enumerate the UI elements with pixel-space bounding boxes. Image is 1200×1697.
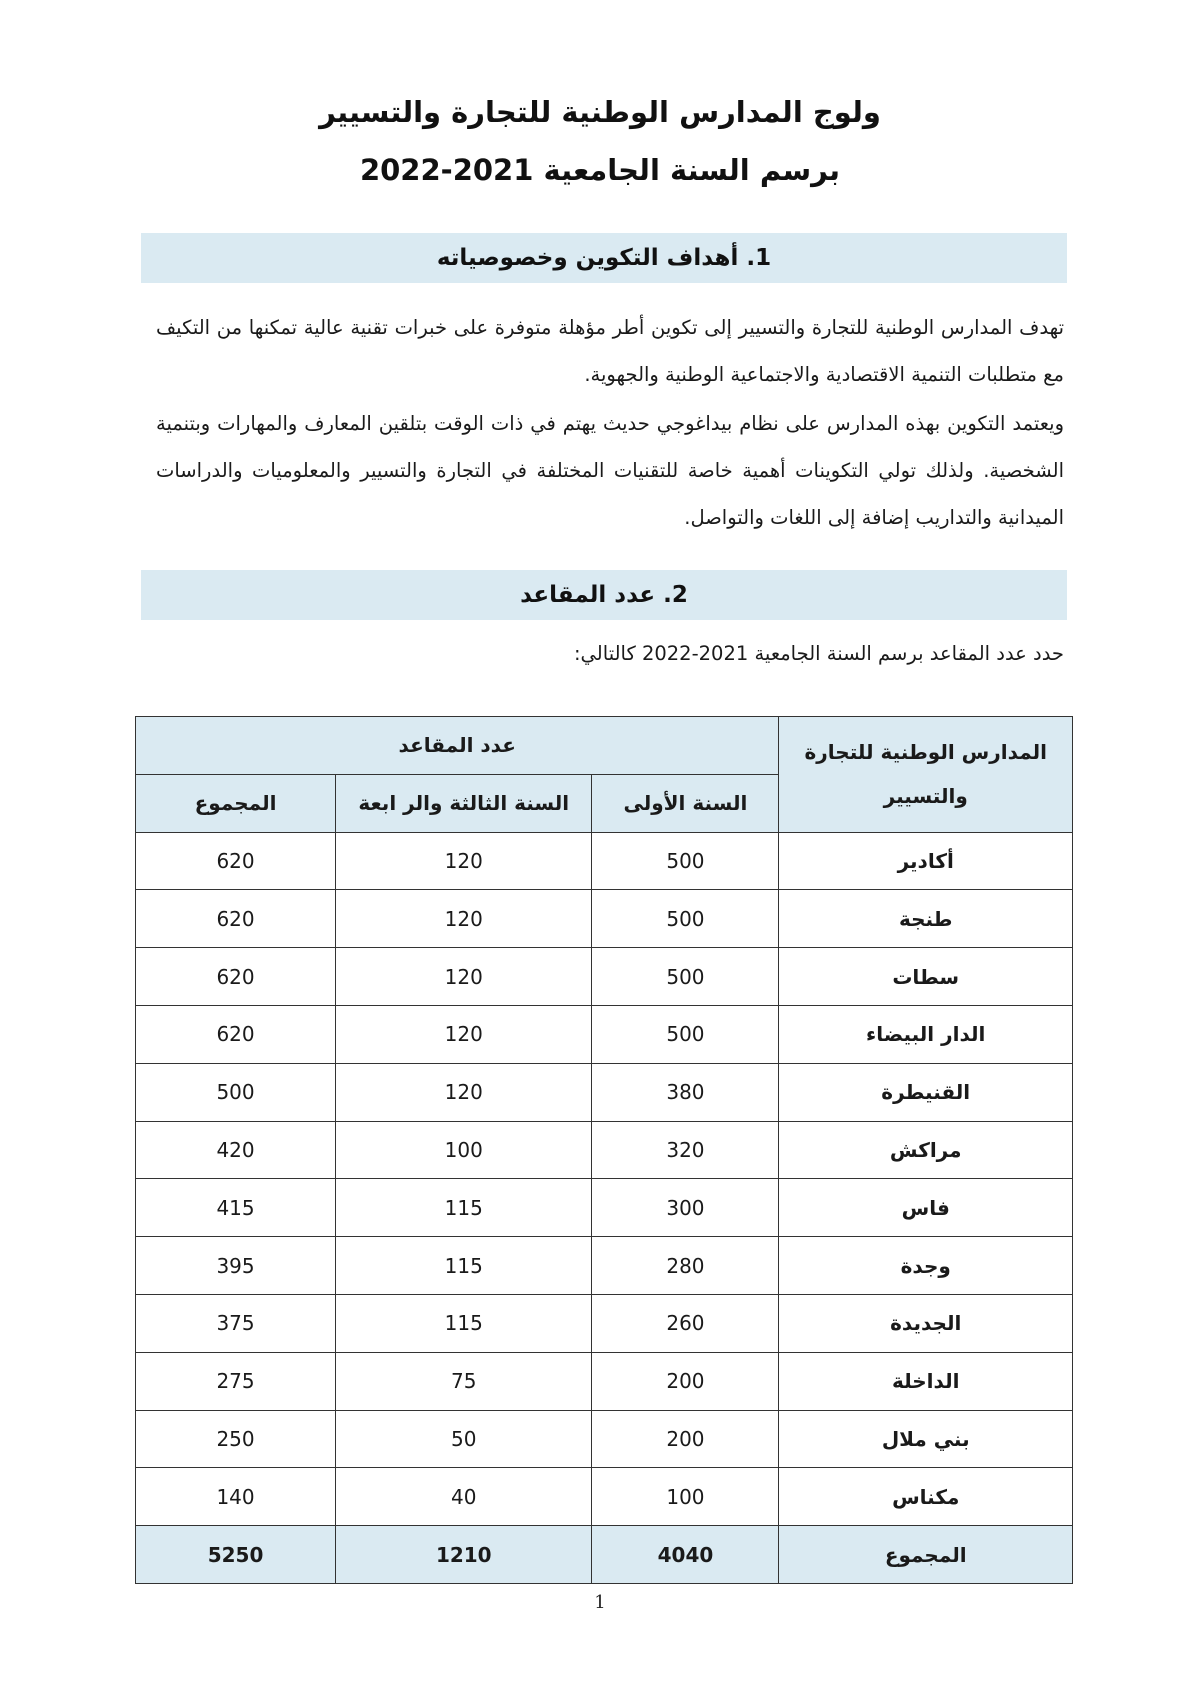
total-cell: 620 (136, 1005, 336, 1063)
first-year-cell: 500 (592, 890, 779, 948)
school-name-cell: بني ملال (779, 1410, 1073, 1468)
first-year-cell: 280 (592, 1237, 779, 1295)
third-fourth-year-cell: 120 (336, 1005, 592, 1063)
objectives-paragraph-1: تهدف المدارس الوطنية للتجارة والتسيير إلى تكوين أطر مؤهلة متوفرة على خبرات تقنية عالية تمكنها من التكيف مع متطلبات التنمية الاقتصادية والاجتماعية الوطنية والجهوية. (156, 316, 1064, 386)
table-row (136, 1237, 1073, 1295)
school-name-cell: طنجة (779, 890, 1073, 948)
total-cell: 620 (136, 832, 336, 890)
grand-total-cell: 5250 (136, 1526, 336, 1584)
school-name-cell: سطات (779, 948, 1073, 1006)
school-name-cell: الداخلة (779, 1352, 1073, 1410)
table-row (136, 1179, 1073, 1237)
school-column-header: المدارس الوطنية للتجارة والتسيير (779, 717, 1073, 833)
third-fourth-year-cell: 120 (336, 890, 592, 948)
third-fourth-year-cell: 115 (336, 1237, 592, 1295)
table-row (136, 1294, 1073, 1352)
table-row (136, 1352, 1073, 1410)
third-fourth-year-cell: 40 (336, 1468, 592, 1526)
table-total-row (136, 1526, 1073, 1584)
school-name-cell: وجدة (779, 1237, 1073, 1295)
third-fourth-year-cell: 75 (336, 1352, 592, 1410)
total-cell: 620 (136, 948, 336, 1006)
third-fourth-year-cell: 120 (336, 1063, 592, 1121)
first-year-cell: 320 (592, 1121, 779, 1179)
school-name-cell: الدار البيضاء (779, 1005, 1073, 1063)
first-year-cell: 500 (592, 832, 779, 890)
table-row (136, 1121, 1073, 1179)
first-year-cell: 380 (592, 1063, 779, 1121)
total-third-fourth-year-cell: 1210 (336, 1526, 592, 1584)
first-year-cell: 260 (592, 1294, 779, 1352)
first-year-cell: 200 (592, 1352, 779, 1410)
total-cell: 415 (136, 1179, 336, 1237)
first-year-cell: 300 (592, 1179, 779, 1237)
first-year-cell: 500 (592, 948, 779, 1006)
total-cell: 420 (136, 1121, 336, 1179)
seats-intro-text: حدد عدد المقاعد برسم السنة الجامعية 2021-2022 كالتالي: (573, 642, 1064, 665)
third-fourth-year-cell: 115 (336, 1294, 592, 1352)
table-row (136, 948, 1073, 1006)
total-first-year-cell: 4040 (592, 1526, 779, 1584)
table-row (136, 1005, 1073, 1063)
first-year-cell: 200 (592, 1410, 779, 1468)
third-fourth-year-cell: 120 (336, 832, 592, 890)
third-fourth-year-header: السنة الثالثة والر ابعة (336, 774, 592, 832)
table-row (136, 1468, 1073, 1526)
section-heading-objectives: 1. أهداف التكوين وخصوصياته (141, 233, 1067, 283)
total-cell: 620 (136, 890, 336, 948)
section-heading-seats: 2. عدد المقاعد (141, 570, 1067, 620)
first-year-cell: 100 (592, 1468, 779, 1526)
seats-group-header: عدد المقاعد (136, 717, 779, 775)
school-name-cell: فاس (779, 1179, 1073, 1237)
objectives-paragraph-2: ويعتمد التكوين بهذه المدارس على نظام بيداغوجي حديث يهتم في ذات الوقت بتلقين المعارف والمهارات وبتنمية الشخصية. ولذلك تولي التكوينات أهمية خاصة للتقنيات المختلفة في التجارة والتسيير والمعلوميات والدراسات الميدانية والتداريب إضافة إلى اللغات والتواصل. (156, 412, 1064, 529)
total-cell: 140 (136, 1468, 336, 1526)
total-row-label: المجموع (779, 1526, 1073, 1584)
third-fourth-year-cell: 120 (336, 948, 592, 1006)
school-name-cell: مراكش (779, 1121, 1073, 1179)
third-fourth-year-cell: 50 (336, 1410, 592, 1468)
third-fourth-year-cell: 100 (336, 1121, 592, 1179)
first-year-header: السنة الأولى (592, 774, 779, 832)
page-subtitle: برسم السنة الجامعية 2021-2022 (359, 153, 841, 187)
page-number: 1 (594, 1592, 606, 1613)
school-name-cell: القنيطرة (779, 1063, 1073, 1121)
school-name-cell: الجديدة (779, 1294, 1073, 1352)
total-cell: 395 (136, 1237, 336, 1295)
seats-table (135, 716, 1073, 1584)
table-row (136, 832, 1073, 890)
school-name-cell: أكادير (779, 832, 1073, 890)
third-fourth-year-cell: 115 (336, 1179, 592, 1237)
total-column-header: المجموع (136, 774, 336, 832)
table-row (136, 890, 1073, 948)
total-cell: 275 (136, 1352, 336, 1410)
school-name-cell: مكناس (779, 1468, 1073, 1526)
table-row (136, 1410, 1073, 1468)
total-cell: 500 (136, 1063, 336, 1121)
total-cell: 375 (136, 1294, 336, 1352)
total-cell: 250 (136, 1410, 336, 1468)
table-row (136, 1063, 1073, 1121)
page-title: ولوج المدارس الوطنية للتجارة والتسيير (319, 95, 881, 129)
first-year-cell: 500 (592, 1005, 779, 1063)
